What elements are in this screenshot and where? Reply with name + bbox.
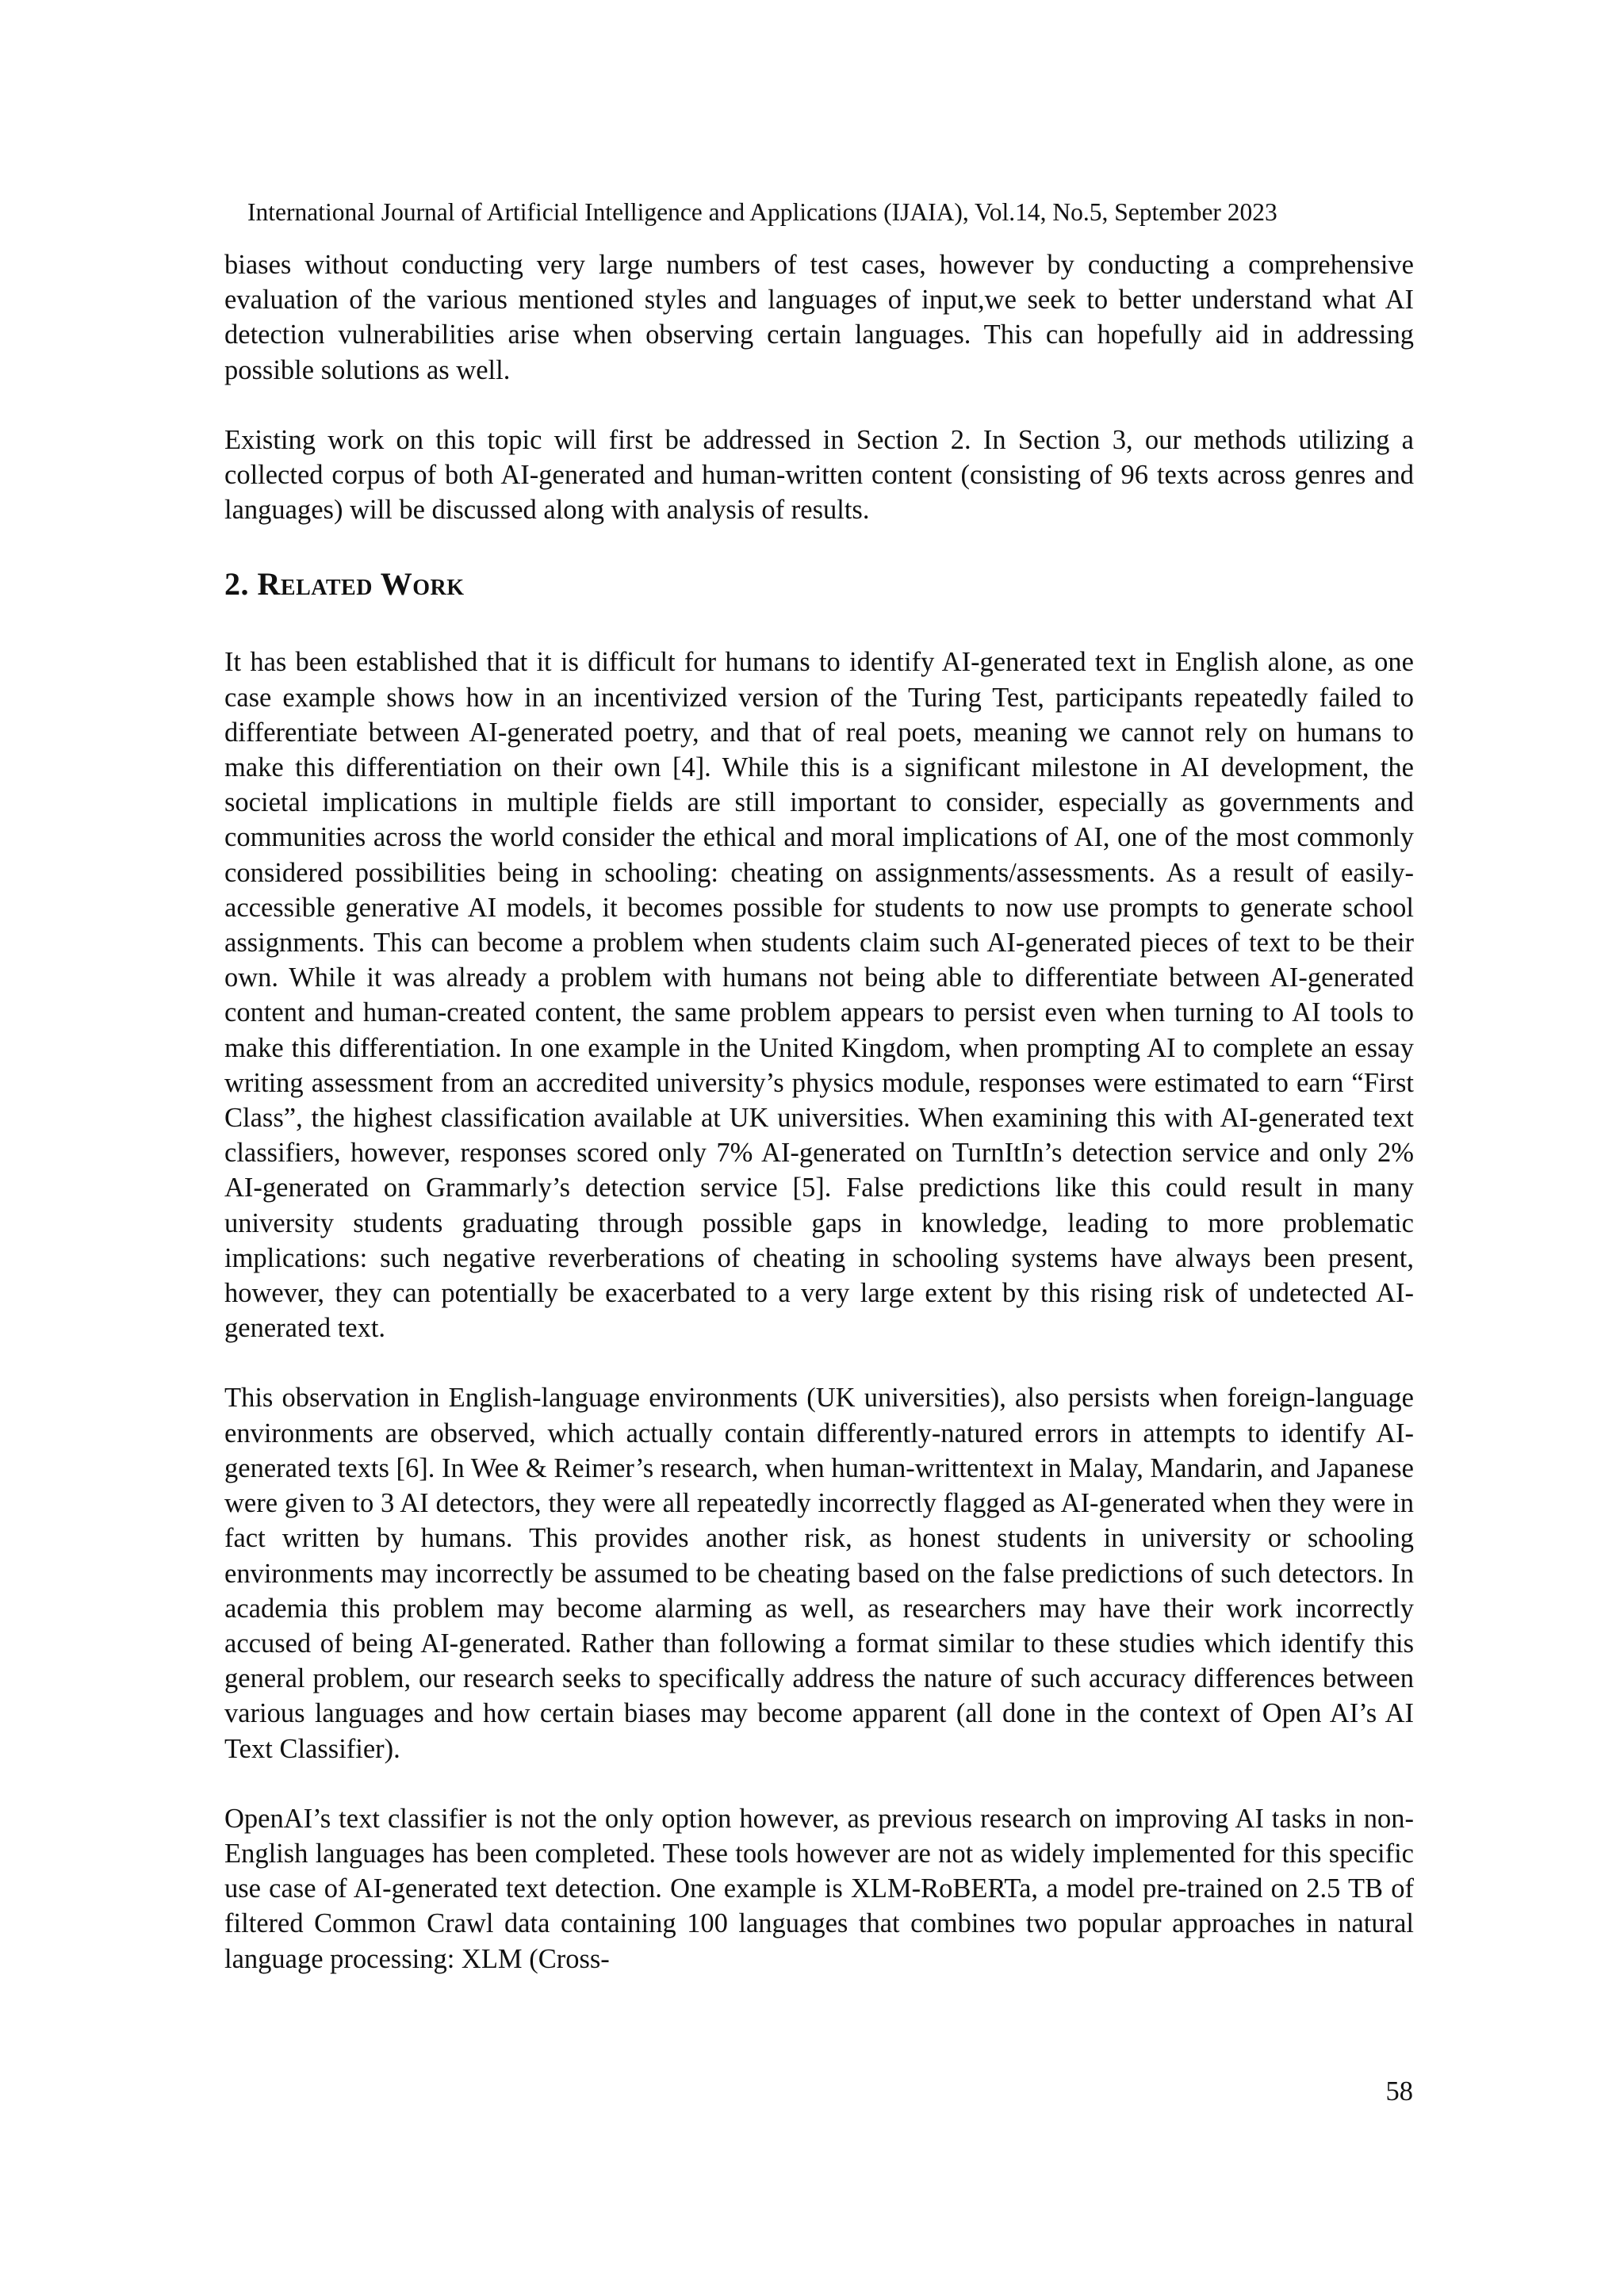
page-body xyxy=(224,247,1414,1976)
section-number: 2. xyxy=(224,566,249,603)
paragraph: OpenAI’s text classifier is not the only option however, as previous research on improving AI tasks in non-English languages has been completed. These tools however are not as widely implemented for this specific use case of AI-generated text detection. One example is XLM-RoBERTa, a model pre-trained on 2.5 TB of filtered Common Crawl data containing 100 languages that combines two popular approaches in natural language processing: XLM (Cross- xyxy=(224,1803,1414,1974)
page-number: 58 xyxy=(1385,2076,1413,2107)
paragraph: Existing work on this topic will first be addressed in Section 2. In Section 3, our methods utilizing a collected corpus of both AI-generated and human-written content (consisting of 96 texts across genres and languages) will be discussed along with analysis of results. xyxy=(224,424,1414,526)
running-header: International Journal of Artificial Intelligence and Applications (IJAIA), Vol.14, No.5, September 2023 xyxy=(247,198,1277,226)
paragraph: This observation in English-language environments (UK universities), also persists when foreign-language environments are observed, which actually contain differently-natured errors in attempts to identify AI-generated texts [6]. In Wee & Reimer’s research, when human-writtentext in Malay, Mandarin, and Japanese were given to 3 AI detectors, they were all repeatedly incorrectly flagged as AI-generated when they were in fact written by humans. This provides another risk, as honest students in university or schooling environments may incorrectly be assumed to be cheating based on the false predictions of such detectors. In academia this problem may become alarming as well, as researchers may have their work incorrectly accused of being AI-generated. Rather than following a format similar to these studies which identify this general problem, our research seeks to specifically address the nature of such accuracy differences between various languages and how certain biases may become apparent (all done in the context of Open AI’s AI Text Classifier). xyxy=(224,1383,1414,1764)
section-title: Related Work xyxy=(257,566,465,603)
paragraph: It has been established that it is difficult for humans to identify AI-generated text in English alone, as one case example shows how in an incentivized version of the Turing Test, participants repeatedly failed to differentiate between AI-generated poetry, and that of real poets, meaning we cannot rely on humans to make this differentiation on their own [4]. While this is a significant milestone in AI development, the societal implications in multiple fields are still important to consider, especially as governments and communities across the world consider the ethical and moral implications of AI, one of the most commonly considered possibilities being in schooling: cheating on assignments/assessments. As a result of easily-accessible generative AI models, it becomes possible for students to now use prompts to generate school assignments. This can become a problem when students claim such AI-generated pieces of text to be their own. While it was already a problem with humans not being able to differentiate between AI-generated content and human-created content, the same problem appears to persist even when turning to AI tools to make this differentiation. In one example in the United Kingdom, when prompting AI to complete an essay writing assessment from an accredited university’s physics module, responses were estimated to earn “First Class”, the highest classification available at UK universities. When examining this with AI-generated text classifiers, however, responses scored only 7% AI-generated on TurnItIn’s detection service and only 2% AI-generated on Grammarly’s detection service [5]. False predictions like this could result in many university students graduating through possible gaps in knowledge, leading to more problematic implications: such negative reverberations of cheating in schooling systems have always been present, however, they can potentially be exacerbated to a very large extent by this rising risk of undetected AI-generated text. xyxy=(224,647,1414,1344)
section-heading xyxy=(224,562,1414,607)
paragraph: biases without conducting very large numbers of test cases, however by conducting a comprehensive evaluation of the various mentioned styles and languages of input,we seek to better understand what AI detection vulnerabilities arise when observing certain languages. This can hopefully aid in addressing possible solutions as well. xyxy=(224,250,1414,385)
